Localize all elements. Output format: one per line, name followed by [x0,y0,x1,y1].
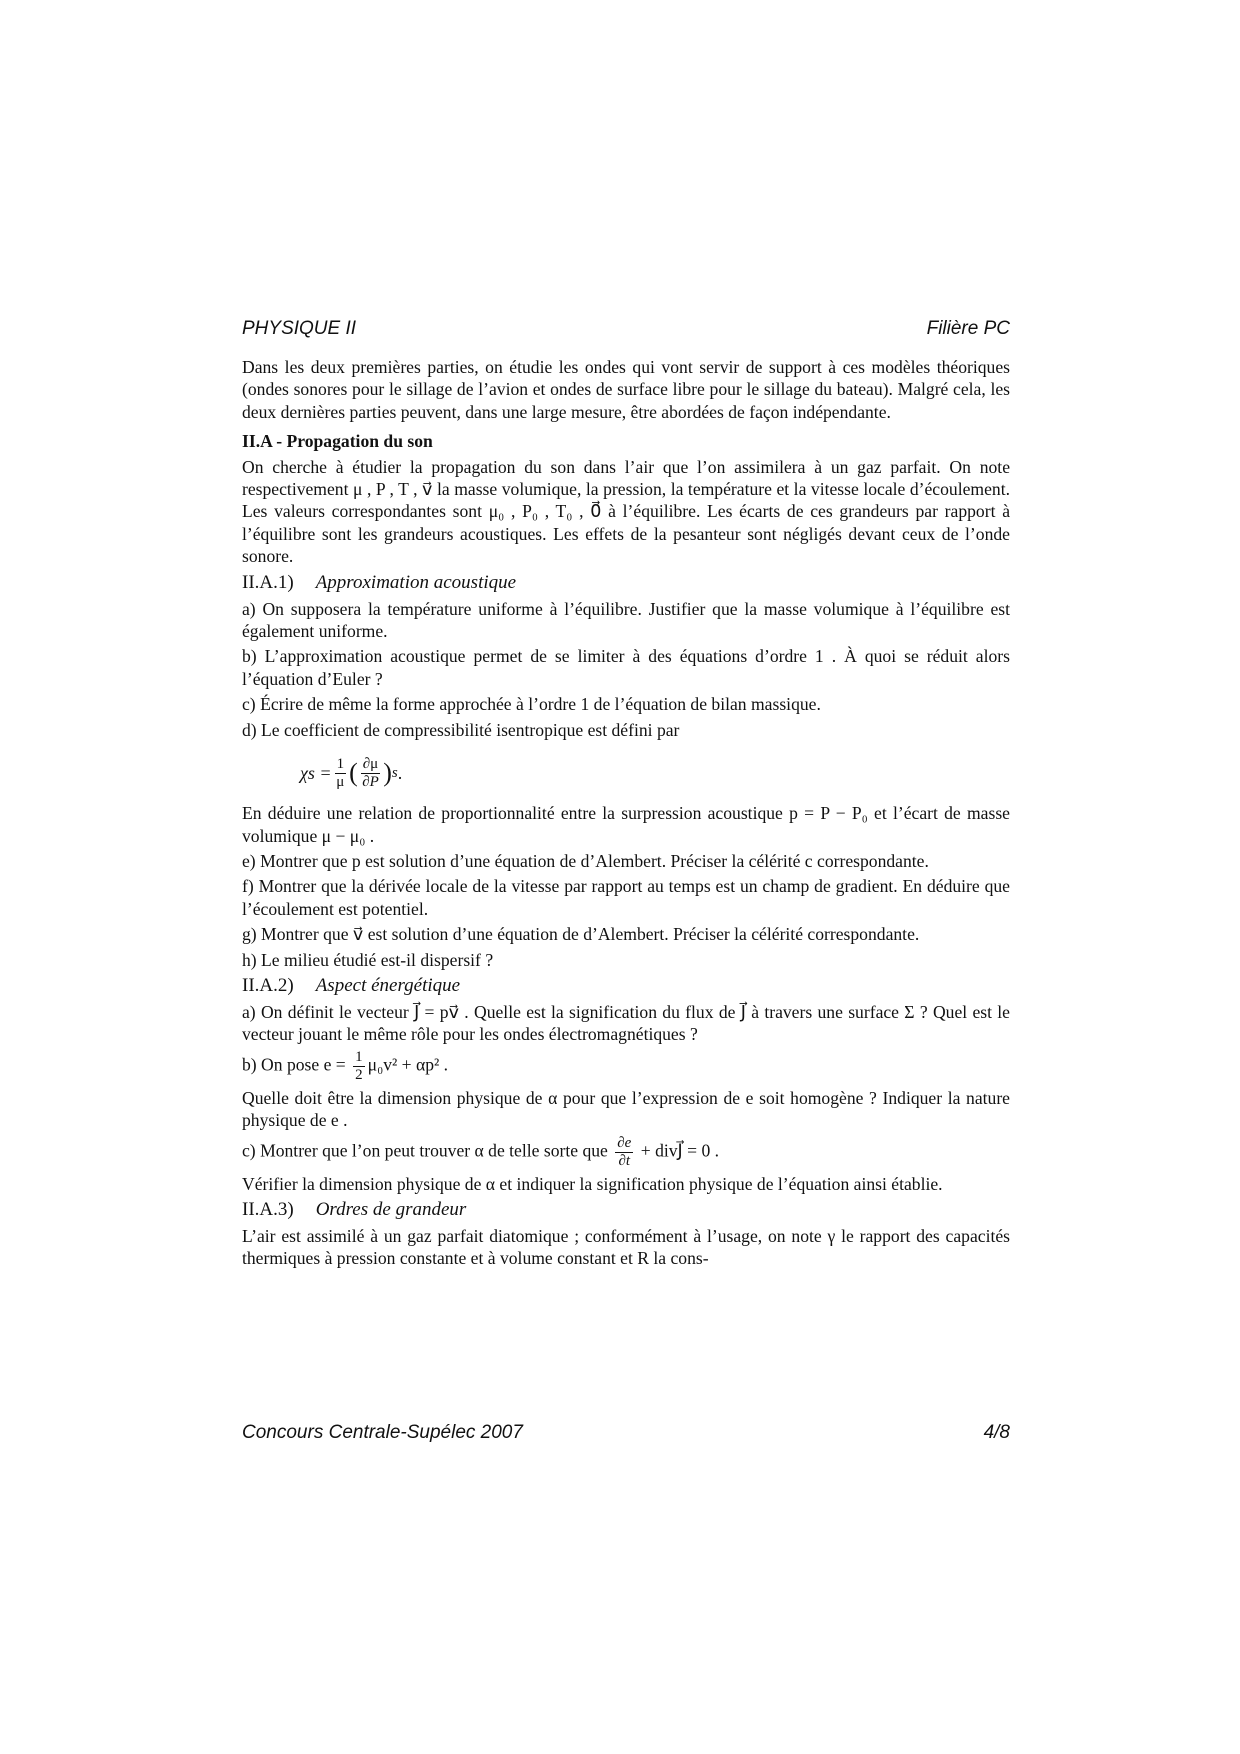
subsection-3-text: L’air est assimilé à un gaz parfait diatomique ; conformément à l’usage, on note γ le rapport des capacités thermiques à pression constante et à volume constant et R la cons- [242,1225,1010,1269]
subsection-title: Ordres de grandeur [315,1198,467,1220]
page-footer [242,1422,1010,1444]
question-2c-continuation: Vérifier la dimension physique de α et indiquer la signification physique de l’équation ainsi établie. [242,1173,943,1194]
subsection-heading-1 [242,571,1010,595]
right-paren: ) [383,758,392,788]
question-2a: a) On définit le vecteur J⃗ = pv⃗ . Quelle est la signification du flux de J⃗ à travers une surface Σ ? Quel est le vecteur jouant le même rôle pour les ondes électromagnétiques ? [242,1001,1010,1045]
formula-coefficient: $\frac{1}{\mu}$ [336,755,345,790]
formula-subscript: s [391,764,398,781]
section-intro: On cherche à étudier la propagation du son dans l’air que l’on assimilera à un gaz parfait. On note respectivement μ , P , T , v⃗ la masse volumique, la pression, la température et la vitesse locale d’écoulement. Les valeurs correspondantes sont μ₀ , P₀ , T₀ , 0⃗ à l’équilibre. Les écarts de ces grandeurs par rapport à l’équilibre sont les grandeurs acoustiques. Les effets de la pesanteur sont négligés devant ceux de l’onde sonore. [242,456,1010,567]
question-g: g) Montrer que v⃗ est solution d’une équation de d’Alembert. Préciser la célérité correspondante. [242,924,920,945]
subsection-title: Approximation acoustique [315,571,517,593]
question-2b-continuation: Quelle doit être la dimension physique de α pour que l’expression de e soit homogène ? Indiquer la nature physique de e . [242,1087,1010,1131]
header-track: Filière PC [926,318,1010,339]
subsection-title: Aspect énergétique [315,974,461,996]
question-a: a) On supposera la température uniforme à l’équilibre. Justifier que la masse volumique à l’équilibre est également uniforme. [242,598,1010,642]
compressibility-formula [242,744,1010,802]
question-e: e) Montrer que p est solution d’une équation de d’Alembert. Préciser la célérité c correspondante. [242,850,929,871]
time-derivative: $\frac{\partial e}{\partial t}$ [617,1134,632,1169]
subsection-number: II.A.3) [242,1198,294,1220]
question-d-continuation: En déduire une relation de proportionnalité entre la surpression acoustique p = P − P₀ et l’écart de masse volumique μ − μ₀ . [242,803,1010,846]
formula-derivative: $\frac{\partial\mu}{\partial P}$ [362,755,379,790]
formula-lhs: χs = [300,762,332,783]
left-paren: ( [349,758,358,788]
page-content [242,356,1010,1273]
half-fraction: $\frac{1}{2}$ [355,1048,363,1083]
footer-exam: Concours Centrale-Supélec 2007 [242,1422,523,1443]
question-2c: c) Montrer que l’on peut trouver α de telle sorte que $\frac{\partial e}{\partial t}$ + divJ⃗ = 0 . [242,1134,720,1169]
subsection-heading-3 [242,1198,1010,1222]
page-header [242,318,1010,340]
page-number: 4/8 [983,1422,1010,1443]
intro-paragraph: Dans les deux premières parties, on étudie les ondes qui vont servir de support à ces modèles théoriques (ondes sonores pour le sillage de l’avion et ondes de surface libre pour le sillage du bateau). Malgré cela, les deux dernières parties peuvent, dans une large mesure, être abordées de façon indépendante. [242,357,1010,422]
header-course: PHYSIQUE II [242,318,357,339]
question-h: h) Le milieu étudié est-il dispersif ? [242,949,494,970]
question-d: d) Le coefficient de compressibilité isentropique est défini par [242,719,680,740]
question-2b: b) On pose e = $\frac{1}{2}$ μ₀v² + αp² . [242,1048,449,1083]
question-c: c) Écrire de même la forme approchée à l’ordre 1 de l’équation de bilan massique. [242,694,821,715]
formula-end: . [397,762,403,783]
subsection-heading-2 [242,974,1010,998]
subsection-number: II.A.2) [242,974,294,996]
section-title: II.A - Propagation du son [242,431,433,452]
question-f: f) Montrer que la dérivée locale de la vitesse par rapport au temps est un champ de gradient. En déduire que l’écoulement est potentiel. [242,876,1010,919]
subsection-number: II.A.1) [242,571,294,593]
question-b: b) L’approximation acoustique permet de se limiter à des équations d’ordre 1 . À quoi se réduit alors l’équation d’Euler ? [242,646,1010,689]
